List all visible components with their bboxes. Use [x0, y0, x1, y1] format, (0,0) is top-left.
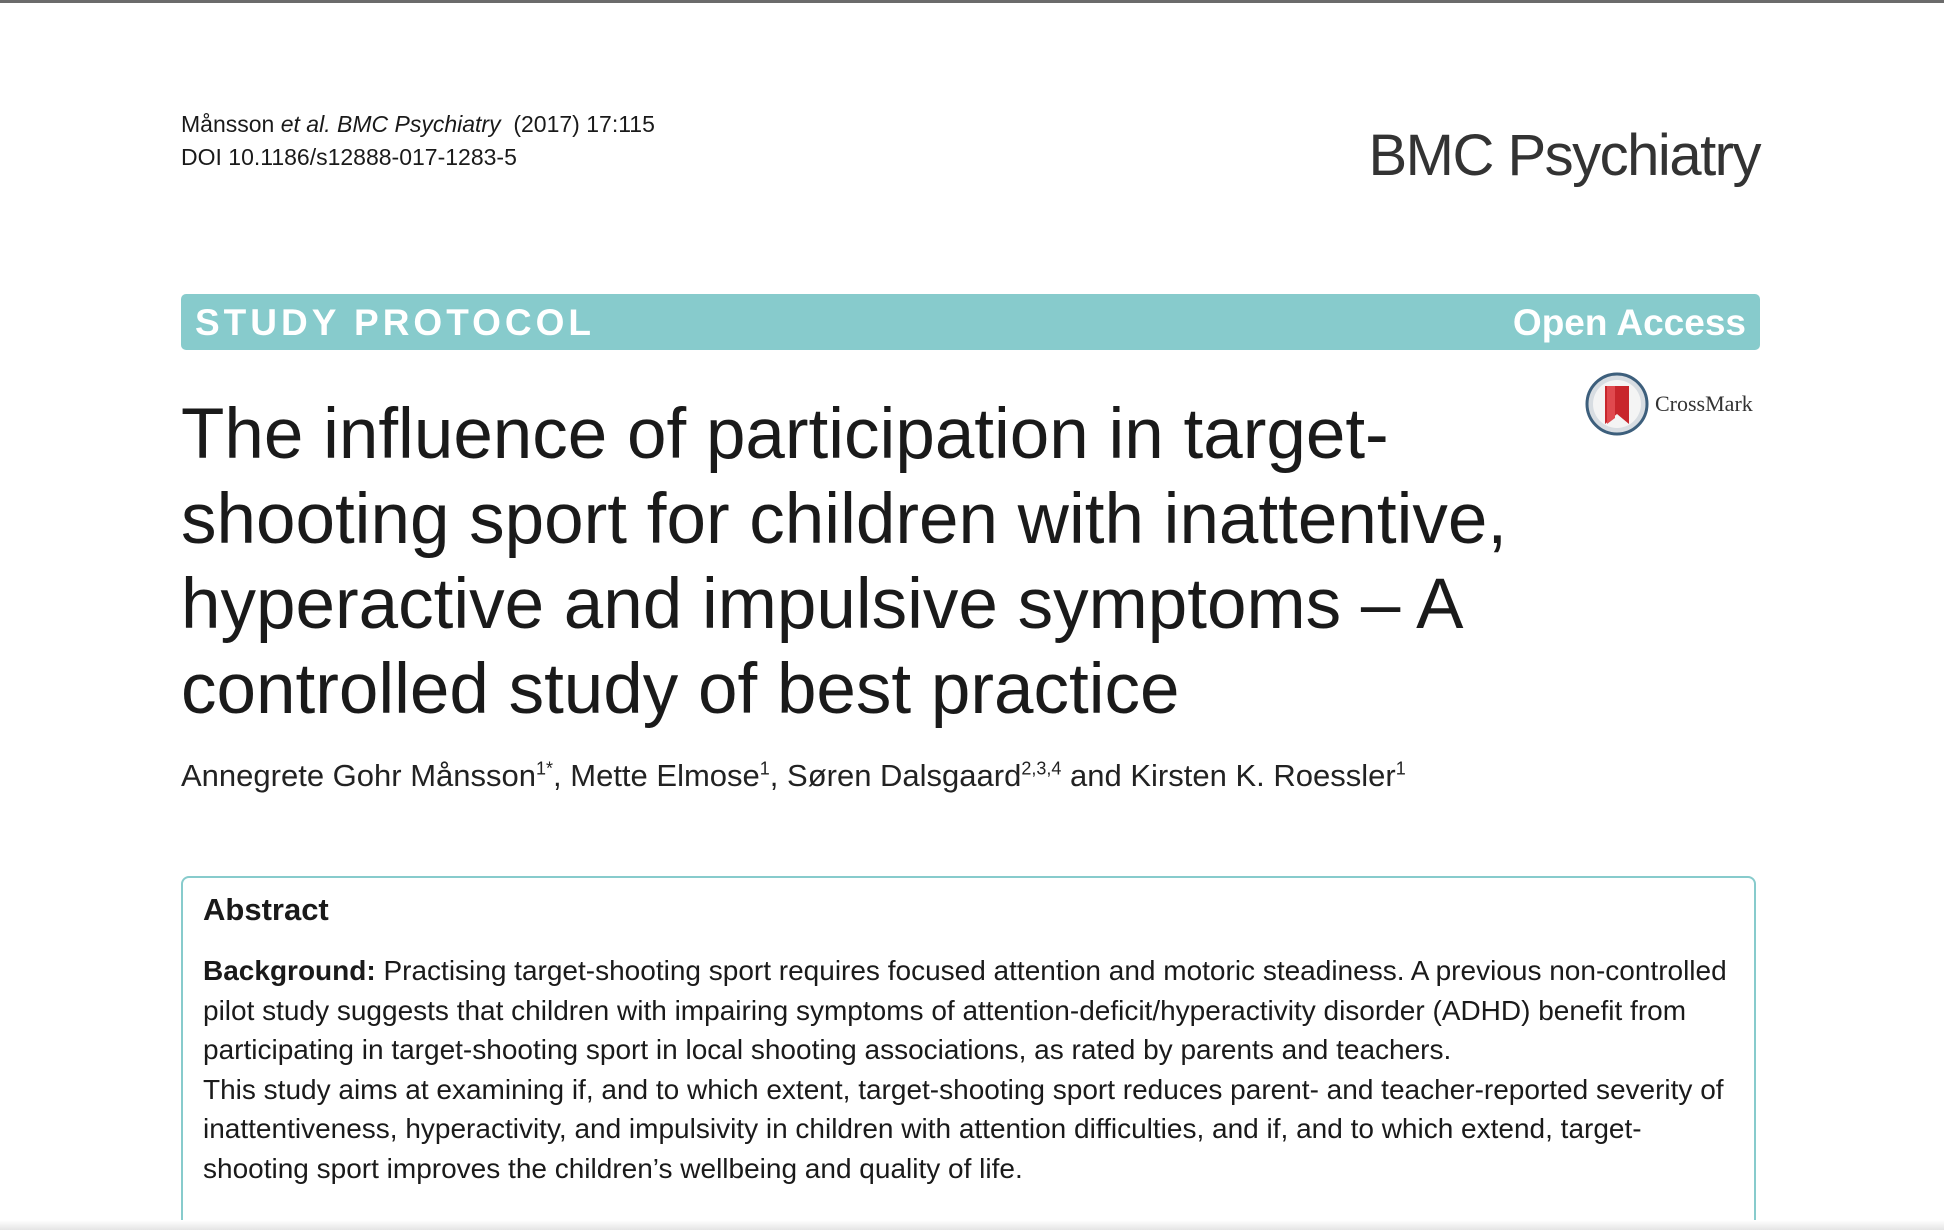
citation-journal: BMC Psychiatry — [336, 111, 501, 137]
open-access-label: Open Access — [1512, 302, 1746, 343]
author-list — [181, 758, 1406, 794]
top-rule — [0, 0, 1944, 3]
author-separator: , — [769, 758, 788, 793]
citation-et-al: et al. — [280, 111, 331, 137]
bottom-edge — [0, 1220, 1944, 1230]
background-label: Background: — [203, 955, 376, 986]
citation-author: Månsson — [181, 111, 275, 137]
background-text: Practising target-shooting sport requires focused attention and motoric steadiness. A previous non-controlled pilot study suggests that children with impairing symptoms of attention-deficit/hyperactivity disorder (ADHD) benefit from participating in target-shooting sport in local shooting associations, as rated by parents and teachers. — [203, 955, 1727, 1065]
author-affiliation: 1* — [536, 758, 554, 779]
article-type-banner — [181, 294, 1760, 350]
author-separator: and — [1061, 758, 1131, 793]
abstract-background — [203, 951, 1743, 1070]
article-title: The influence of participation in target-shooting sport for children with inattentive, hyperactive and impulsive symptoms – A controlled study of best practice — [181, 395, 1508, 729]
author-name[interactable]: Søren Dalsgaard — [787, 758, 1022, 793]
citation-block — [181, 108, 655, 174]
citation-year-volume: (2017) 17:115 — [513, 111, 655, 137]
journal-logo: BMC Psychiatry — [1368, 123, 1760, 188]
author-name[interactable]: Annegrete Gohr Månsson — [181, 758, 536, 793]
author-affiliation: 1 — [759, 758, 770, 779]
author-affiliation: 2,3,4 — [1021, 758, 1062, 779]
abstract-aim: This study aims at examining if, and to which extent, target-shooting sport reduces parent- and teacher-reported severity of inattentiveness, hyperactivity, and impulsivity in children with attention difficulties, and if, and to which extend, target-shooting sport improves the children’s wellbeing and quality of life. — [203, 1073, 1724, 1184]
article-type: STUDY PROTOCOL — [195, 302, 596, 343]
doi[interactable]: DOI 10.1186/s12888-017-1283-5 — [181, 144, 517, 170]
abstract-heading: Abstract — [203, 892, 329, 927]
author-name[interactable]: Kirsten K. Roessler — [1130, 758, 1396, 793]
crossmark-label: CrossMark — [1655, 391, 1753, 416]
author-name[interactable]: Mette Elmose — [570, 758, 760, 793]
citation-line — [181, 108, 655, 141]
abstract-box — [181, 876, 1756, 1230]
abstract-body — [203, 951, 1743, 1188]
author-affiliation: 1 — [1395, 758, 1406, 779]
author-separator: , — [553, 758, 571, 793]
